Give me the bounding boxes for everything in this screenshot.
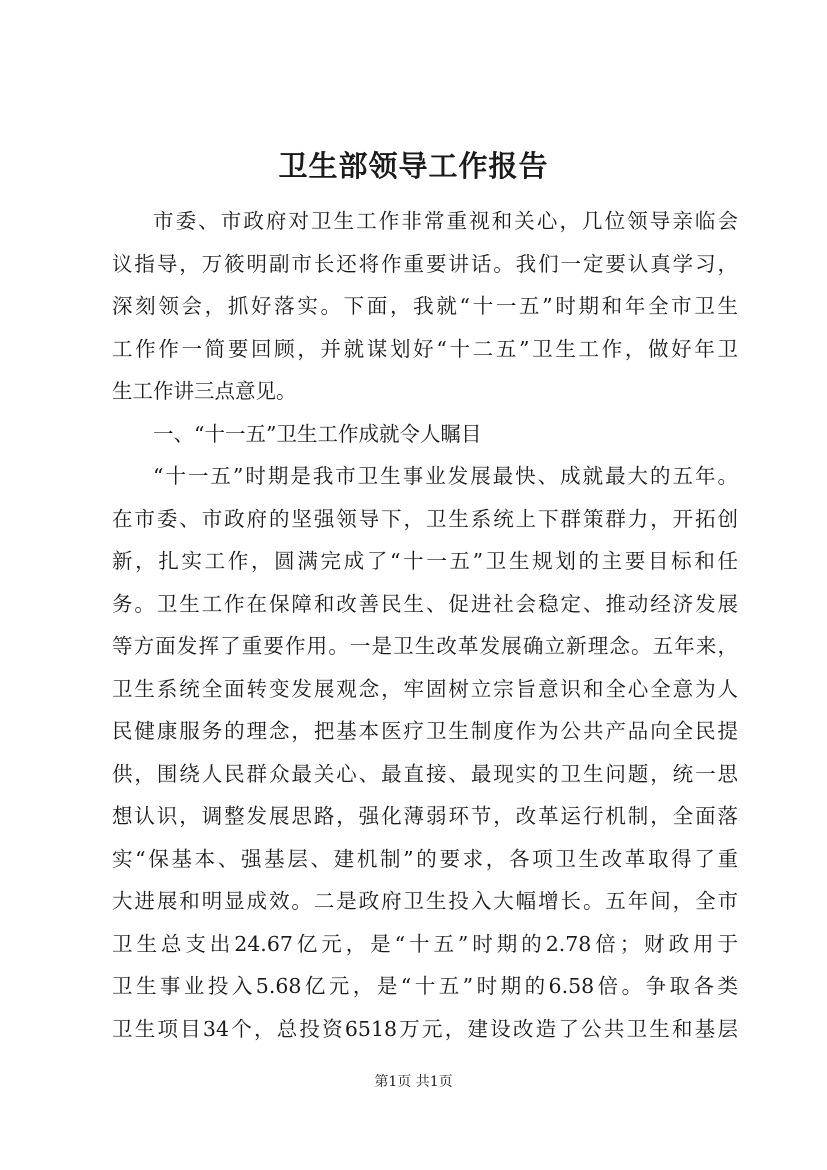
text-line: 想认识，调整发展思路，强化薄弱环节，改革运行机制，全面落 xyxy=(112,804,738,828)
text-line: “十一五”时期是我市卫生事业发展最快、成就最大的五年。 xyxy=(153,464,738,488)
text-line: 卫生系统全面转变发展观念，牢固树立宗旨意识和全心全意为人 xyxy=(112,676,738,701)
text-line: 在市委、市政府的坚强领导下，卫生系统上下群策群力，开拓创 xyxy=(112,506,738,531)
document-body xyxy=(112,200,738,1050)
text-line: 大进展和明显成效。二是政府卫生投入大幅增长。五年间，全市 xyxy=(112,889,738,913)
text-line: 工作作一简要回顾，并就谋划好“十二五”卫生工作，做好年卫 xyxy=(112,336,738,361)
text-line: 民健康服务的理念，把基本医疗卫生制度作为公共产品向全民提 xyxy=(112,719,738,743)
text-line: 实“保基本、强基层、建机制”的要求，各项卫生改革取得了重 xyxy=(112,846,738,871)
text-line: 供，围绕人民群众最关心、最直接、最现实的卫生问题，统一思 xyxy=(112,761,738,786)
text-line: 市委、市政府对卫生工作非常重视和关心，几位领导亲临会 xyxy=(153,209,738,233)
text-line: 议指导，万筱明副市长还将作重要讲话。我们一定要认真学习， xyxy=(112,251,738,276)
text-line: 等方面发挥了重要作用。一是卫生改革发展确立新理念。五年来， xyxy=(112,634,738,658)
section-heading: 一、“十一五”卫生工作成就令人瞩目 xyxy=(153,421,482,446)
text-line: 深刻领会，抓好落实。下面，我就“十一五”时期和年全市卫生 xyxy=(112,294,738,318)
text-line: 生工作讲三点意见。 xyxy=(112,379,297,403)
text-line: 务。卫生工作在保障和改善民生、促进社会稳定、推动经济发展 xyxy=(112,591,738,616)
text-line: 卫生项目34个，总投资6518万元，建设改造了公共卫生和基层 xyxy=(112,1016,738,1041)
text-line: 卫生事业投入5.68亿元，是“十五”时期的6.58倍。争取各类 xyxy=(112,974,738,998)
page-number-footer: 第1页 共1页 xyxy=(374,1074,453,1090)
document-title: 卫生部领导工作报告 xyxy=(278,149,549,183)
text-line: 卫生总支出24.67亿元，是“十五”时期的2.78倍；财政用于 xyxy=(112,931,738,956)
text-line: 新，扎实工作，圆满完成了“十一五”卫生规划的主要目标和任 xyxy=(112,549,738,573)
